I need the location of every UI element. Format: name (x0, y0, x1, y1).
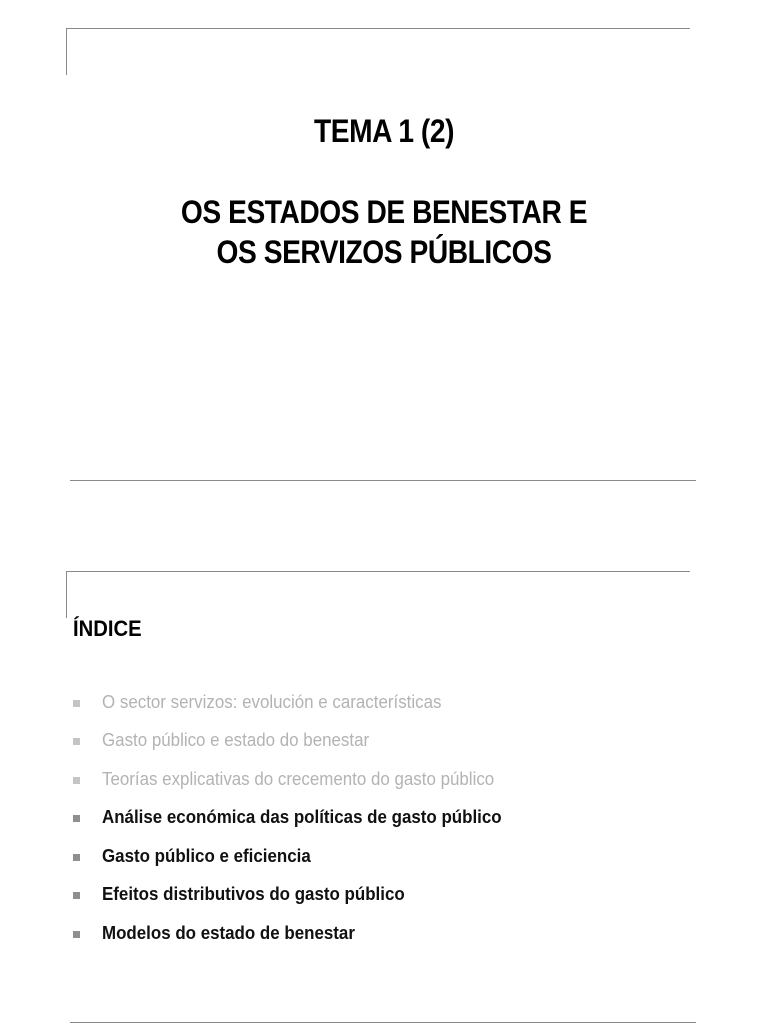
slide-frame-top-rule (66, 571, 690, 572)
subtitle-line-1: OS ESTADOS DE BENESTAR E (180, 194, 588, 230)
index-item (73, 799, 527, 838)
square-bullet-icon (73, 700, 80, 707)
slide-bottom-rule (70, 480, 696, 481)
square-bullet-icon (73, 815, 80, 822)
index-item (73, 722, 527, 761)
index-item (73, 837, 527, 876)
index-item-label: Teorías explicativas do crecemento do gasto público (102, 768, 495, 789)
slide-frame-top-rule (66, 28, 690, 29)
slide-bottom-rule (70, 1022, 696, 1023)
square-bullet-icon (73, 738, 80, 745)
index-title: ÍNDICE (73, 616, 142, 641)
index-item-label: Efeitos distributivos do gasto público (102, 884, 405, 905)
square-bullet-icon (73, 777, 80, 784)
index-item-label: Gasto público e eficiencia (102, 845, 311, 866)
square-bullet-icon (73, 854, 80, 861)
index-list (73, 683, 527, 953)
index-item (73, 760, 527, 799)
index-item-label: O sector servizos: evolución e características (102, 691, 442, 712)
index-item-label: Modelos do estado de benestar (102, 922, 355, 943)
slide-frame-left-rule (66, 571, 67, 618)
square-bullet-icon (73, 892, 80, 899)
subtitle-line-2: OS SERVIZOS PÚBLICOS (216, 234, 552, 270)
slide-title: TEMA 1 (2) (313, 113, 455, 149)
slide-subtitle (46, 192, 722, 272)
index-item (73, 683, 527, 722)
index-slide (0, 542, 768, 1024)
index-item-label: Gasto público e estado do benestar (102, 730, 370, 751)
index-item-label: Análise económica das políticas de gasto público (102, 807, 502, 828)
index-item (73, 914, 527, 953)
index-item (73, 876, 527, 915)
slide-frame-left-rule (66, 28, 67, 75)
square-bullet-icon (73, 931, 80, 938)
